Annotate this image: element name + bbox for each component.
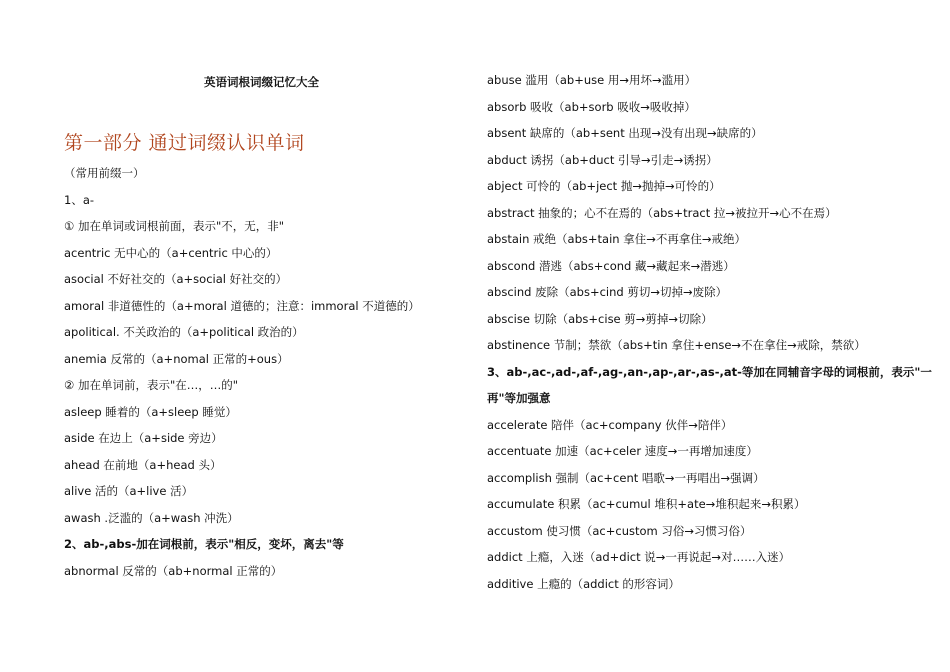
part-heading: 第一部分 通过词缀认识单词 [64, 132, 305, 154]
entry-line: abstinence 节制；禁欲（abs+tin 拿住+ense→不在拿住→戒除，禁欲） [487, 338, 866, 352]
entry-line: aside 在边上（a+side 旁边） [64, 431, 223, 445]
entry-line: absent 缺席的（ab+sent 出现→没有出现→缺席的） [487, 126, 763, 140]
entry-line: accelerate 陪伴（ac+company 伙伴→陪伴） [487, 417, 733, 432]
entry-line: abduct 诱拐（ab+duct 引导→引走→诱拐） [487, 152, 718, 167]
entry-line: amoral 非道德性的（a+moral 道德的；注意：immoral 不道德的） [64, 298, 420, 313]
entry-line: apolitical. 不关政治的（a+political 政治的） [64, 325, 304, 339]
entry-line: additive 上瘾的（addict 的形容词） [487, 576, 680, 591]
section-heading: 再"等加强意 [487, 391, 551, 405]
entry-line: abscise 切除（abs+cise 剪→剪掉→切除） [487, 311, 713, 326]
section-heading: 2、ab-,abs-加在词根前，表示"相反，变坏，离去"等 [64, 537, 344, 551]
entry-line: awash .泛滥的（a+wash 冲洗） [64, 510, 239, 525]
entry-line: abject 可怜的（ab+ject 抛→抛掉→可怜的） [487, 179, 721, 193]
entry-line: （常用前缀一） [64, 166, 145, 180]
entry-line: asocial 不好社交的（a+social 好社交的） [64, 272, 288, 286]
entry-line: abuse 滥用（ab+use 用→用坏→滥用） [487, 73, 697, 87]
document-title: 英语词根词缀记忆大全 [204, 75, 319, 89]
entry-line: ② 加在单词前，表示"在…，…的" [64, 378, 239, 392]
entry-line: alive 活的（a+live 活） [64, 484, 194, 498]
entry-line: accumulate 积累（ac+cumul 堆积+ate→堆积起来→积累） [487, 497, 806, 511]
entry-line: abstain 戒绝（abs+tain 拿住→不再拿住→戒绝） [487, 232, 746, 246]
entry-line: abnormal 反常的（ab+normal 正常的） [64, 563, 283, 578]
entry-line: asleep 睡着的（a+sleep 睡觉） [64, 404, 237, 419]
entry-line: ahead 在前地（a+head 头） [64, 457, 222, 472]
entry-line: accustom 使习惯（ac+custom 习俗→习惯习俗） [487, 523, 752, 538]
entry-line: abstract 抽象的；心不在焉的（abs+tract 拉→被拉开→心不在焉） [487, 205, 837, 220]
entry-line: addict 上瘾，入迷（ad+dict 说→一再说起→对……入迷） [487, 550, 791, 564]
entry-line: acentric 无中心的（a+centric 中心的） [64, 245, 278, 260]
entry-line: absorb 吸收（ab+sorb 吸收→吸收掉） [487, 99, 696, 114]
section-heading: 3、ab-,ac-,ad-,af-,ag-,an-,ap-,ar-,as-,at-等加在同辅音字母的词根前，表示"一 [487, 364, 932, 379]
entry-line: abscind 废除（abs+cind 剪切→切掉→废除） [487, 285, 728, 299]
entry-line: accomplish 强制（ac+cent 唱歌→一再唱出→强调） [487, 470, 765, 485]
entry-line: 1、a- [64, 192, 95, 207]
entry-line: ① 加在单词或词根前面，表示"不，无，非" [64, 219, 285, 233]
entry-line: accentuate 加速（ac+celer 速度→一再增加速度） [487, 444, 758, 458]
entry-line: anemia 反常的（a+nomal 正常的+ous） [64, 351, 289, 366]
entry-line: abscond 潜逃（abs+cond 藏→藏起来→潜逃） [487, 258, 735, 273]
